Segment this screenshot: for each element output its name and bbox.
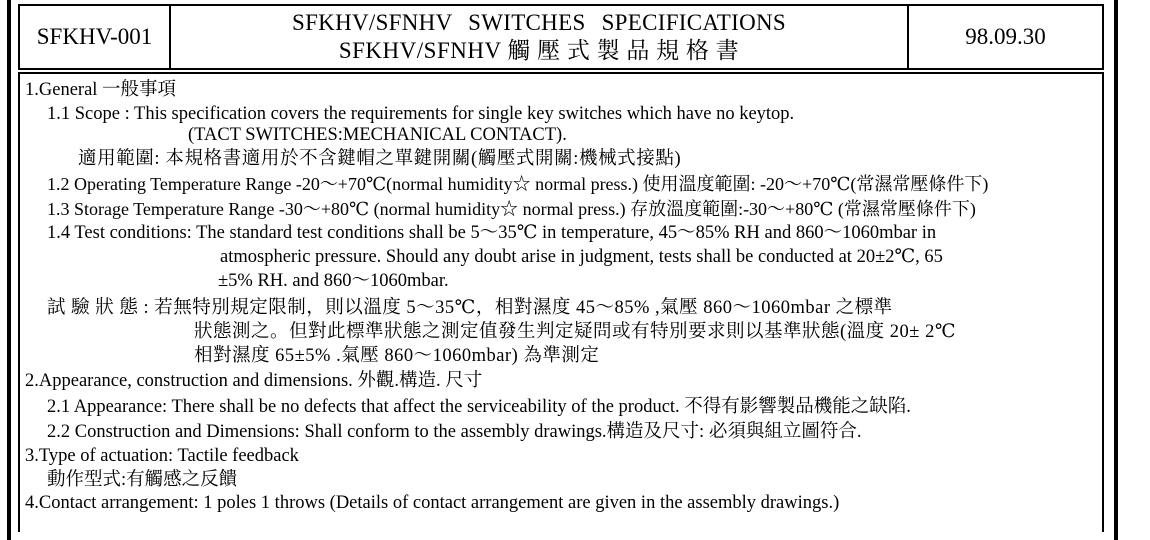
test-state-zh: 試 驗 狀 態 : 若無特別規定限制，則以溫度 5～35℃，相對濕度 45～85% ,氣壓 860～1060mbar 之標準: [47, 298, 893, 318]
actuation-zh: 動作型式:有觸感之反饋: [47, 470, 238, 490]
scope-zh: 適用範圍: 本規格書適用於不含鍵帽之單鍵開關(觸壓式開關:機械式接點): [78, 149, 682, 169]
construction-line: 2.2 Construction and Dimensions: Shall conform to the assembly drawings.構造及尺寸: 必須與組立圖符合.: [47, 422, 862, 442]
storage-temperature: 1.3 Storage Temperature Range -30～+80℃ (normal humidity☆ normal press.) 存放溫度範圍:-30～+80℃ (常濕常壓條件下): [47, 199, 976, 219]
section-1-heading: 1.General 一般事項: [25, 80, 177, 100]
section-4-heading: 4.Contact arrangement: 1 poles 1 throws (Details of contact arrangement are given in the assembly drawings.): [25, 493, 840, 513]
document-number: SFKHV-001: [20, 6, 171, 68]
scope-line: 1.1 Scope : This specification covers the requirements for single key switches which have no keytop.: [47, 104, 795, 124]
operating-temperature: 1.2 Operating Temperature Range -20～+70℃(normal humidity☆ normal press.) 使用溫度範圍: -20～+70℃(常濕常壓條件下): [47, 174, 989, 194]
section-2-heading: 2.Appearance, construction and dimensions. 外觀.構造. 尺寸: [25, 371, 483, 391]
document-title-cell: [171, 6, 909, 68]
spec-header-table: [18, 4, 1104, 70]
title-chinese: SFKHV/SFNHV 觸 壓 式 製 品 規 格 書: [338, 38, 740, 63]
test-conditions: 1.4 Test conditions: The standard test conditions shall be 5～35℃ in temperature, 45～85% RH and 860～1060mbar in: [47, 223, 937, 243]
appearance-line: 2.1 Appearance: There shall be no defects that affect the serviceability of the product. 不得有影響製品機能之缺陷.: [47, 397, 911, 417]
scope-line-cont: (TACT SWITCHES:MECHANICAL CONTACT).: [188, 125, 567, 145]
section-3-heading: 3.Type of actuation: Tactile feedback: [25, 446, 299, 466]
test-conditions-cont-2: ±5% RH. and 860～1060mbar.: [218, 271, 449, 291]
title-english: SFKHV/SFNHV SWITCHES SPECIFICATIONS: [291, 10, 786, 35]
test-state-zh-cont-1: 狀態測之。但對此標準狀態之測定值發生判定疑問或有特別要求則以基準狀態(溫度 20± 2℃: [194, 322, 957, 342]
document-date: 98.09.30: [965, 24, 1046, 49]
test-conditions-cont-1: atmospheric pressure. Should any doubt arise in judgment, tests shall be conducted at 20±2℃, 65: [220, 247, 943, 267]
test-state-zh-cont-2: 相對濕度 65±5% .氣壓 860～1060mbar) 為準測定: [194, 346, 600, 366]
